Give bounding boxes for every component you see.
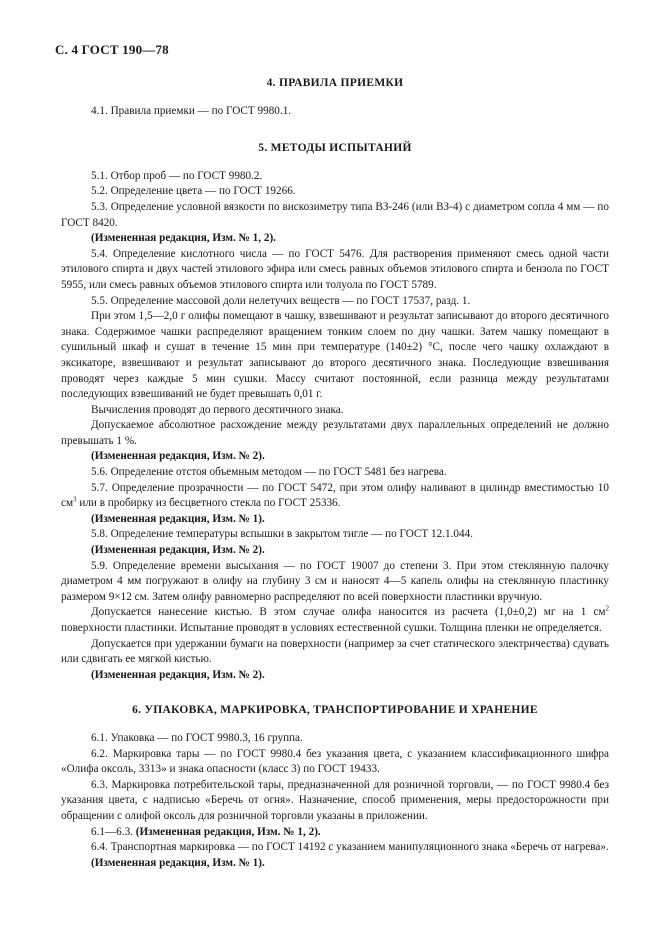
paragraph-5-9-static: Допускается при удержании бумаги на поверхности (например за счет статического электричества) сдувать или сдвигать ее мягкой кистью. [61,637,609,666]
paragraph-6-4: 6.4. Транспортная маркировка — по ГОСТ 14192 с указанием манипуляционного знака «Беречь от нагрева». [91,841,609,854]
paragraph-5-7-text-a: 5.7. Определение прозрачности — по ГОСТ 5472, при этом олифу наливают в цилиндр вместимостью 10 см [61,481,609,510]
paragraph-5-7-text-b: или в пробирку из бесцветного стекла по ГОСТ 25336. [76,497,341,510]
superscript: 3 [73,495,77,504]
amendment-note: (Измененная редакция, Изм. № 2). [91,450,265,463]
document-body [61,70,609,871]
amendment-note: (Измененная редакция, Изм. № 1, 2). [135,825,321,838]
paragraph-5-1: 5.1. Отбор проб — по ГОСТ 9980.2. [91,169,263,182]
paragraph-5-9-brush [61,605,609,636]
paragraph-5-5-calc: Вычисления проводят до первого десятичного знака. [91,403,344,416]
section-6-title: 6. УПАКОВКА, МАРКИРОВКА, ТРАНСПОРТИРОВАНИЕ И ХРАНЕНИЕ [132,704,538,717]
paragraph-5-9-brush-text-b: поверхности пластинки. Испытание проводят в условиях естественной сушки. Толщина пленки не определяется. [61,622,602,634]
paragraph-5-4: 5.4. Определение кислотного числа — по ГОСТ 5476. Для растворения применяют смесь одной части этилового спирта и двух частей этилового эфира или смесь равных объемов этилового спирта и бензола по ГОСТ 5955, или смесь равных объемов этилового спирта или толуола по ГОСТ 5789. [61,247,609,291]
paragraph-range-label: 6.1—6.3. [91,825,136,838]
paragraph-6-3: 6.3. Маркировка потребительской тары, предназначенной для розничной торговли, — по ГОСТ 9980.4 без указания цвета, с надписью «Беречь от огня». Назначение, способ применения, меры предосторожности при обращении с олифой оксоль для розничной торговли указаны в приложении. [61,778,609,822]
section-4-title: 4. ПРАВИЛА ПРИЕМКИ [266,77,404,89]
paragraph-5-6: 5.6. Определение отстоя объемным методом — по ГОСТ 5481 без нагрева. [91,466,447,479]
paragraph-6-1-6-3-note [61,825,609,841]
amendment-note: (Измененная редакция, Изм. № 1). [91,856,265,869]
paragraph-5-5-tolerance: Допускаемое абсолютное расхождение между результатами двух параллельных определений не должно превышать 1 %. [61,419,609,447]
paragraph-4-1: 4.1. Правила приемки — по ГОСТ 9980.1. [91,104,292,117]
amendment-note: (Измененная редакция, Изм. № 2). [91,544,265,557]
paragraph-5-2: 5.2. Определение цвета — по ГОСТ 19266. [91,185,296,198]
paragraph-5-5-method: При этом 1,5—2,0 г олифы помещают в чашку, взвешивают и результат записывают до второго десятичного знака. Содержимое чашки распределяют вращением тонким слоем по дну чашки. Затем чашку помещают в сушильный шкаф и сушат в течение 15 мин при температуре (140±2) °С, после чего чашку охлаждают в эксикаторе, взвешивают и результат записывают до второго десятичного знака. Последующие взвешивания проводят через каждые 5 мин сушки. Массу считают постоянной, если разница между результатами последующих взвешиваний не будет превышать 0,01 г. [61,310,609,401]
paragraph-5-8: 5.8. Определение температуры вспышки в закрытом тигле — по ГОСТ 12.1.044. [91,528,473,541]
paragraph-6-2: 6.2. Маркировка тары — по ГОСТ 9980.4 без указания цвета, с указанием классификационного шифра «Олифа оксоль, 3313» и знака опасности (класс 3) по ГОСТ 19433. [61,747,609,776]
amendment-note: (Измененная редакция, Изм. № 1). [91,512,265,525]
paragraph-5-9-brush-text-a: Допускается нанесение кистью. В этом случае олифа наносится из расчета (1,0±0,2) мг на 1 см [91,606,606,619]
page-header: С. 4 ГОСТ 190—78 [55,42,169,57]
paragraph-5-7 [61,481,609,512]
superscript: 2 [605,604,609,613]
paragraph-5-3: 5.3. Определение условной вязкости по вискозиметру типа ВЗ-246 (или ВЗ-4) с диаметром сопла 4 мм — по ГОСТ 8420. [61,200,609,229]
paragraph-5-5: 5.5. Определение массовой доли нелетучих веществ — по ГОСТ 17537, разд. 1. [91,294,471,307]
paragraph-6-1: 6.1. Упаковка — по ГОСТ 9980.3, 16 группа. [91,731,303,744]
section-5-title: 5. МЕТОДЫ ИСПЫТАНИЙ [258,142,412,155]
amendment-note: (Измененная редакция, Изм. № 1, 2). [91,232,276,245]
paragraph-5-9: 5.9. Определение времени высыхания — по ГОСТ 19007 до степени 3. При этом стеклянную палочку диаметром 4 мм погружают в олифу на глубину 3 см и наносят 4—5 капель олифы на стеклянную пластинку размером 9×12 см. Затем олифу равномерно распределяют по всей поверхности пластинки вручную. [61,559,609,603]
amendment-note: (Измененная редакция, Изм. № 2). [91,668,265,681]
